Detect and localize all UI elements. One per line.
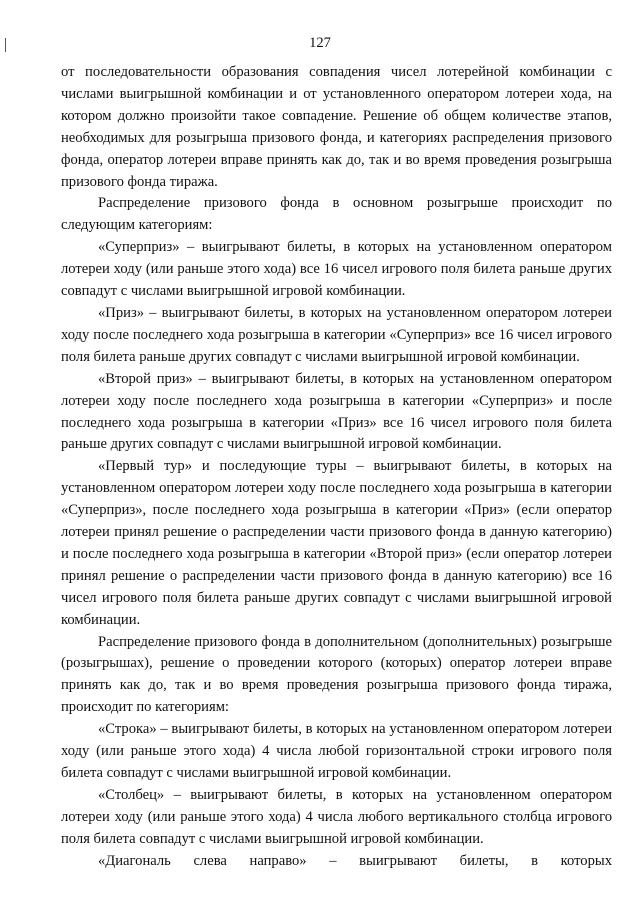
page-number: 127 — [309, 35, 331, 51]
paragraph-row: «Строка» – выигрывают билеты, в которых на установленном оператором лотереи ходу (или раньше этого хода) 4 числа любой горизонтальной строки игрового поля билета совпадут с числами выигрышной игровой комбинации. — [61, 721, 612, 781]
paragraph-additional-draw-intro: Распределение призового фонда в дополнительном (дополнительных) розыгрыше (розыгрышах), решение о проведении которого (которых) оператор лотереи вправе принять как до, так и во время проведения розыгрыша призового фонда тиража, происходит по категориям: — [61, 633, 612, 716]
paragraph-main-draw-intro: Распределение призового фонда в основном розыгрыше происходит по следующим категориям: — [61, 195, 612, 234]
paragraph-prize: «Приз» – выигрывают билеты, в которых на установленном оператором лотереи ходу после последнего хода розыгрыша в категории «Суперприз» все 16 чисел игрового поля билета раньше других совпадут с числами выигрышной игровой комбинации. — [61, 304, 612, 365]
paragraph-second-prize: «Второй приз» – выигрывают билеты, в которых на установленном оператором лотереи ходу после последнего хода розыгрыша в категории «Суперприз» и после последнего хода розыгрыша в категории «Приз» все 16 чисел игрового поля билета раньше других совпадут с числами выигрышной игровой комбинации. — [61, 370, 612, 453]
body-text — [61, 62, 612, 873]
paragraph-continuation: от последовательности образования совпадения чисел лотерейной комбинации с числами выигрышной комбинации и от установленного оператором лотереи хода, на котором должно произойти такое совпадение. Решение об общем количестве этапов, необходимых для розыгрыша призового фонда, и категориях распределения призового фонда, оператор лотереи вправе принять как до, так и во время проведения розыгрыша призового фонда тиража. — [61, 64, 612, 190]
paragraph-diagonal: «Диагональ слева направо» – выигрывают билеты, в которых — [98, 852, 612, 869]
paragraph-first-round: «Первый тур» и последующие туры – выигрывают билеты, в которых на установленном оператором лотереи ходу после последнего хода розыгрыша в категории «Суперприз», после последнего хода розыгрыша в категории «Приз» (если оператор лотереи принял решение о распределении части призового фонда в данную категорию) и после последнего хода розыгрыша в категории «Второй приз» (если оператор лотереи принял решение о распределении части призового фонда в данную категорию) все 16 чисел игрового поля билета раньше других совпадут с числами выигрышной игровой комбинации. — [61, 458, 612, 628]
paragraph-column: «Столбец» – выигрывают билеты, в которых на установленном оператором лотереи ходу (или раньше этого хода) 4 числа любого вертикального столбца игрового поля билета совпадут с числами выигрышной игровой комбинации. — [61, 786, 612, 847]
paragraph-superprize: «Суперприз» – выигрывают билеты, в которых на установленном оператором лотереи ходу (или раньше этого хода) все 16 чисел игрового поля билета раньше других совпадут с числами выигрышной игровой комбинации. — [61, 239, 612, 300]
